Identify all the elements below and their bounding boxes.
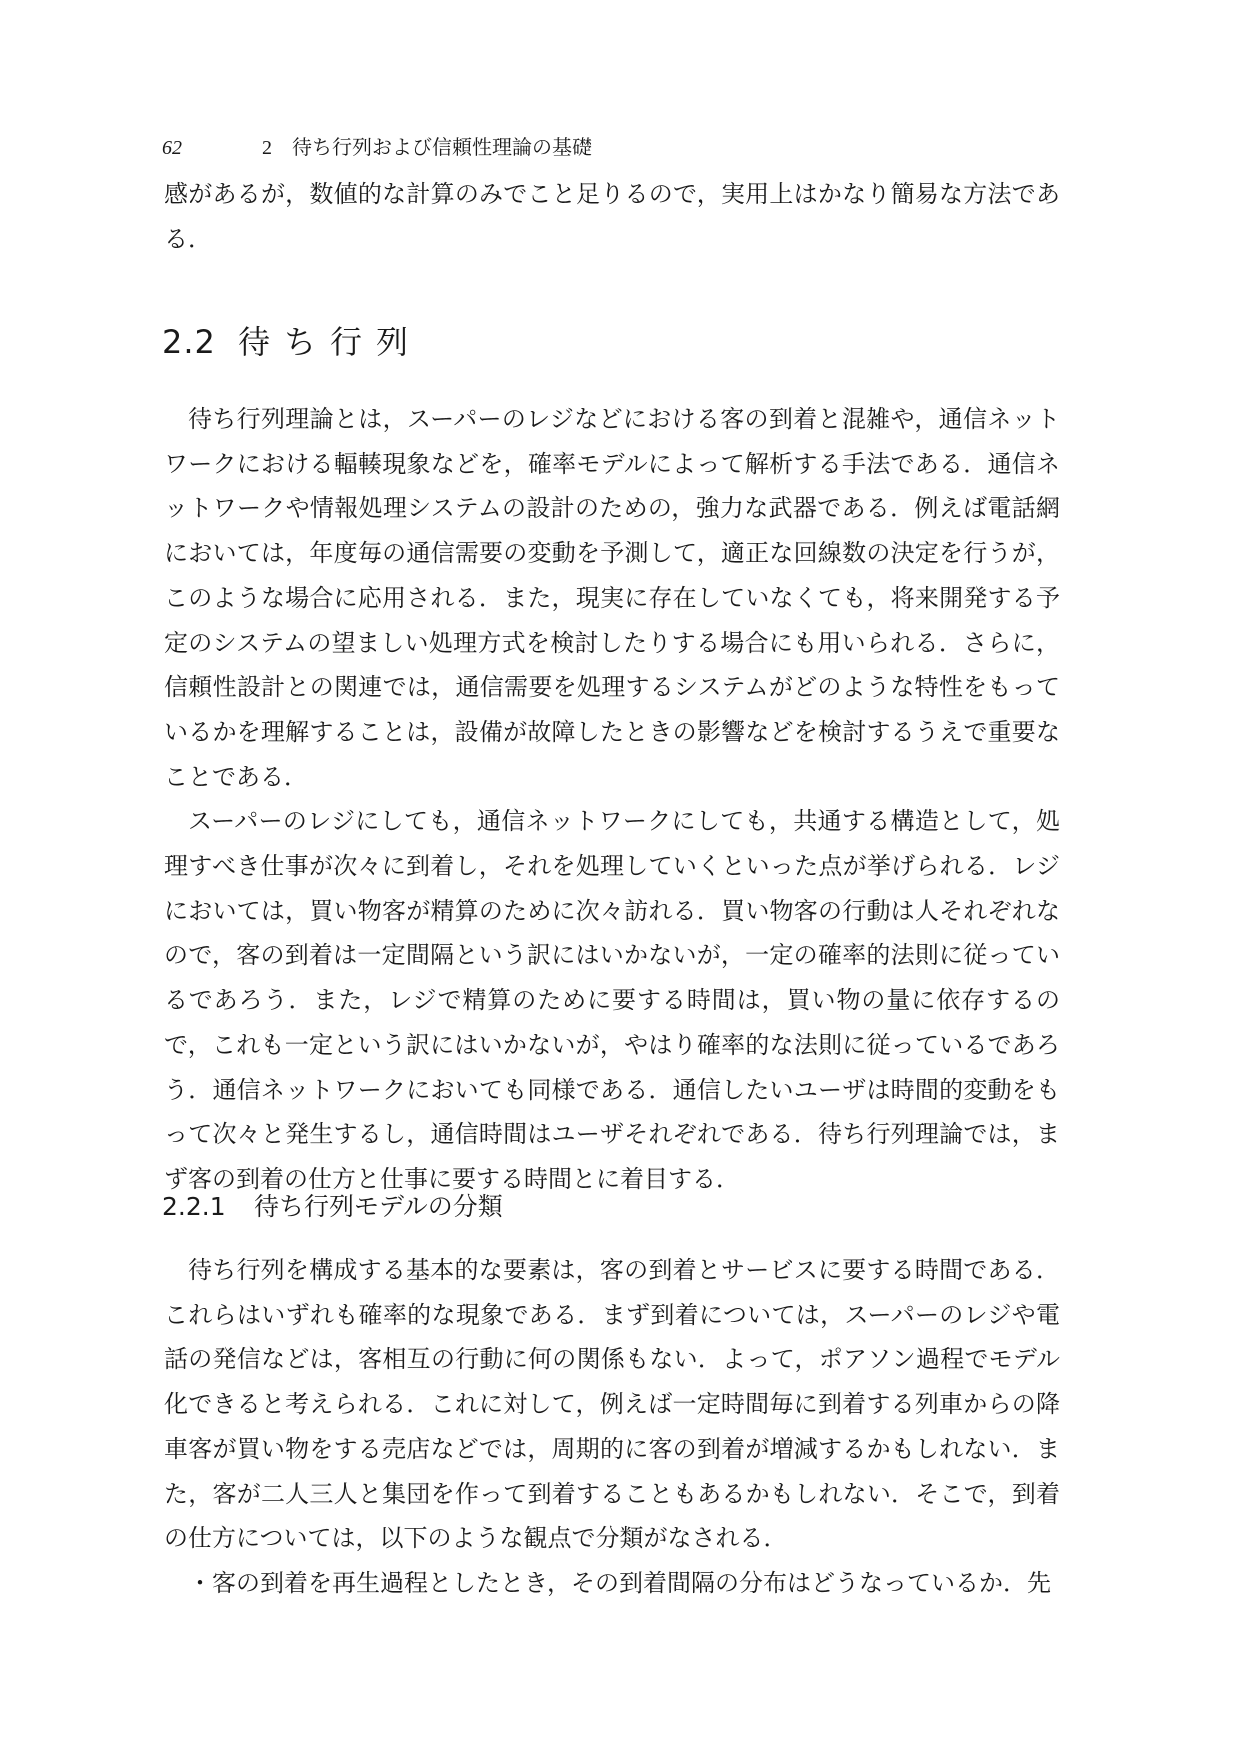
body-paragraph: 待ち行列を構成する基本的な要素は，客の到着とサービスに要する時間である．これらはいずれも確率的な現象である．まず到着については，スーパーのレジや電話の発信などは，客相互の行動に何の関係もない．よって，ポアソン過程でモデル化できると考えられる．これに対して，例えば一定時間毎に到着する列車からの降車客が買い物をする売店などでは，周期的に客の到着が増減するかもしれない．また，客が二人三人と集団を作って到着することもあるかもしれない．そこで，到着の仕方については，以下のような観点で分類がなされる． — [164, 1256, 1060, 1553]
section-body — [164, 397, 1060, 1202]
subsection-body — [164, 1248, 1060, 1606]
running-head — [162, 132, 592, 162]
list-item: ・客の到着を再生過程としたとき，その到着間隔の分布はどうなっているか．先 — [188, 1568, 1052, 1597]
section-heading — [162, 320, 422, 364]
intro-text-block — [164, 172, 1060, 261]
section-number: 2.2 — [162, 323, 216, 361]
body-paragraph: スーパーのレジにしても，通信ネットワークにしても，共通する構造として，処理すべき仕事が次々に到着し，それを処理していくといった点が挙げられる．レジにおいては，買い物客が精算のために次々訪れる．買い物客の行動は人それぞれなので，客の到着は一定間隔という訳にはいかないが，一定の確率的法則に従っているであろう．また，レジで精算のために要する時間は，買い物の量に依存するので，これも一定という訳にはいかないが，やはり確率的な法則に従っているであろう．通信ネットワークにおいても同様である．通信したいユーザは時間的変動をもって次々と発生するし，通信時間はユーザそれぞれである．待ち行列理論では，まず客の到着の仕方と仕事に要する時間とに着目する． — [164, 807, 1060, 1193]
body-paragraph: 待ち行列理論とは，スーパーのレジなどにおける客の到着と混雑や，通信ネットワークにおける輻輳現象などを，確率モデルによって解析する手法である．通信ネットワークや情報処理システムの設計のための，強力な武器である．例えば電話網においては，年度毎の通信需要の変動を予測して，適正な回線数の決定を行うが，このような場合に応用される．また，現実に存在していなくても，将来開発する予定のシステムの望ましい処理方式を検討したりする場合にも用いられる．さらに，信頼性設計との関連では，通信需要を処理するシステムがどのような特性をもっているかを理解することは，設備が故障したときの影響などを検討するうえで重要なことである． — [164, 405, 1060, 791]
section-title: 待ち行列 — [238, 323, 423, 361]
continuation-paragraph: 感があるが，数値的な計算のみでこと足りるので，実用上はかなり簡易な方法である． — [164, 180, 1060, 253]
chapter-title: 待ち行列および信頼性理論の基礎 — [292, 135, 592, 159]
page-number: 62 — [162, 137, 182, 159]
subsection-number: 2.2.1 — [162, 1192, 226, 1221]
subsection-heading — [162, 1190, 503, 1224]
subsection-title: 待ち行列モデルの分類 — [254, 1192, 503, 1221]
chapter-number: 2 — [262, 137, 272, 159]
